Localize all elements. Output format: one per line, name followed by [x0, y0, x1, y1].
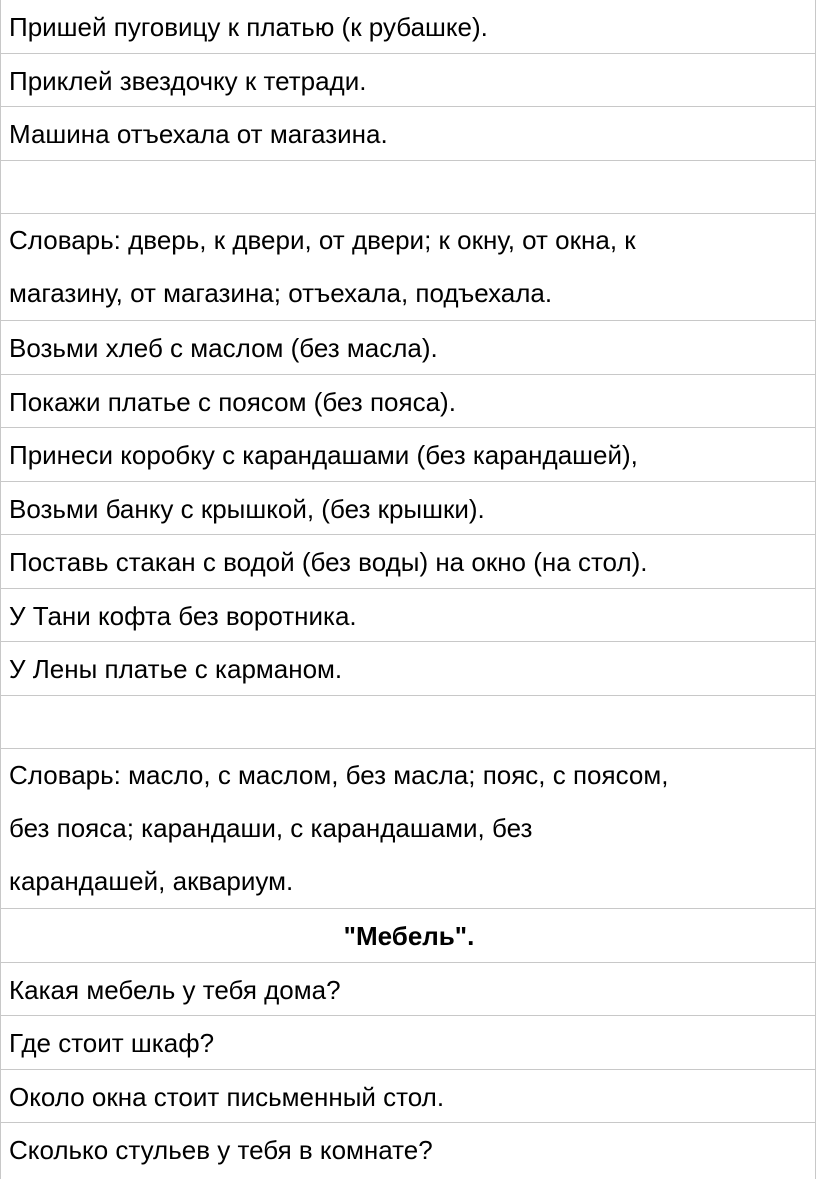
text-row: У Тани кофта без воротника. — [1, 589, 815, 642]
text-row: Возьми банку с крышкой, (без крышки). — [1, 482, 815, 535]
text-row: Какая мебель у тебя дома? — [1, 963, 815, 1016]
text-row: Поставь стакан с водой (без воды) на окно (на стол). — [1, 535, 815, 589]
text-row: Принеси коробку с карандашами (без карандашей), — [1, 428, 815, 482]
section-title: "Мебель". — [1, 909, 815, 963]
vocabulary-line: Словарь: масло, с маслом, без масла; пояс, с поясом, — [9, 760, 669, 790]
text-row: Покажи платье с поясом (без пояса). — [1, 375, 815, 428]
text-row: Приклей звездочку к тетради. — [1, 54, 815, 107]
vocabulary-line: без пояса; карандаши, с карандашами, без — [9, 813, 533, 843]
vocabulary-line: карандашей, аквариум. — [9, 866, 294, 896]
text-row: Где стоит шкаф? — [1, 1016, 815, 1070]
text-row: Машина отъехала от магазина. — [1, 107, 815, 161]
text-row: Пришей пуговицу к платью (к рубашке). — [1, 0, 815, 54]
text-row: Около окна стоит письменный стол. — [1, 1070, 815, 1123]
text-row: У Лены платье с карманом. — [1, 642, 815, 696]
vocabulary-row — [1, 749, 815, 909]
vocabulary-row — [1, 214, 815, 321]
empty-row — [1, 696, 815, 749]
text-row: Возьми хлеб с маслом (без масла). — [1, 321, 815, 375]
vocabulary-line: Словарь: дверь, к двери, от двери; к окну, от окна, к — [9, 225, 636, 255]
empty-row — [1, 161, 815, 214]
text-row: Сколько стульев у тебя в комнате? — [9, 1135, 433, 1165]
vocabulary-line: магазину, от магазина; отъехала, подъехала. — [9, 278, 553, 308]
